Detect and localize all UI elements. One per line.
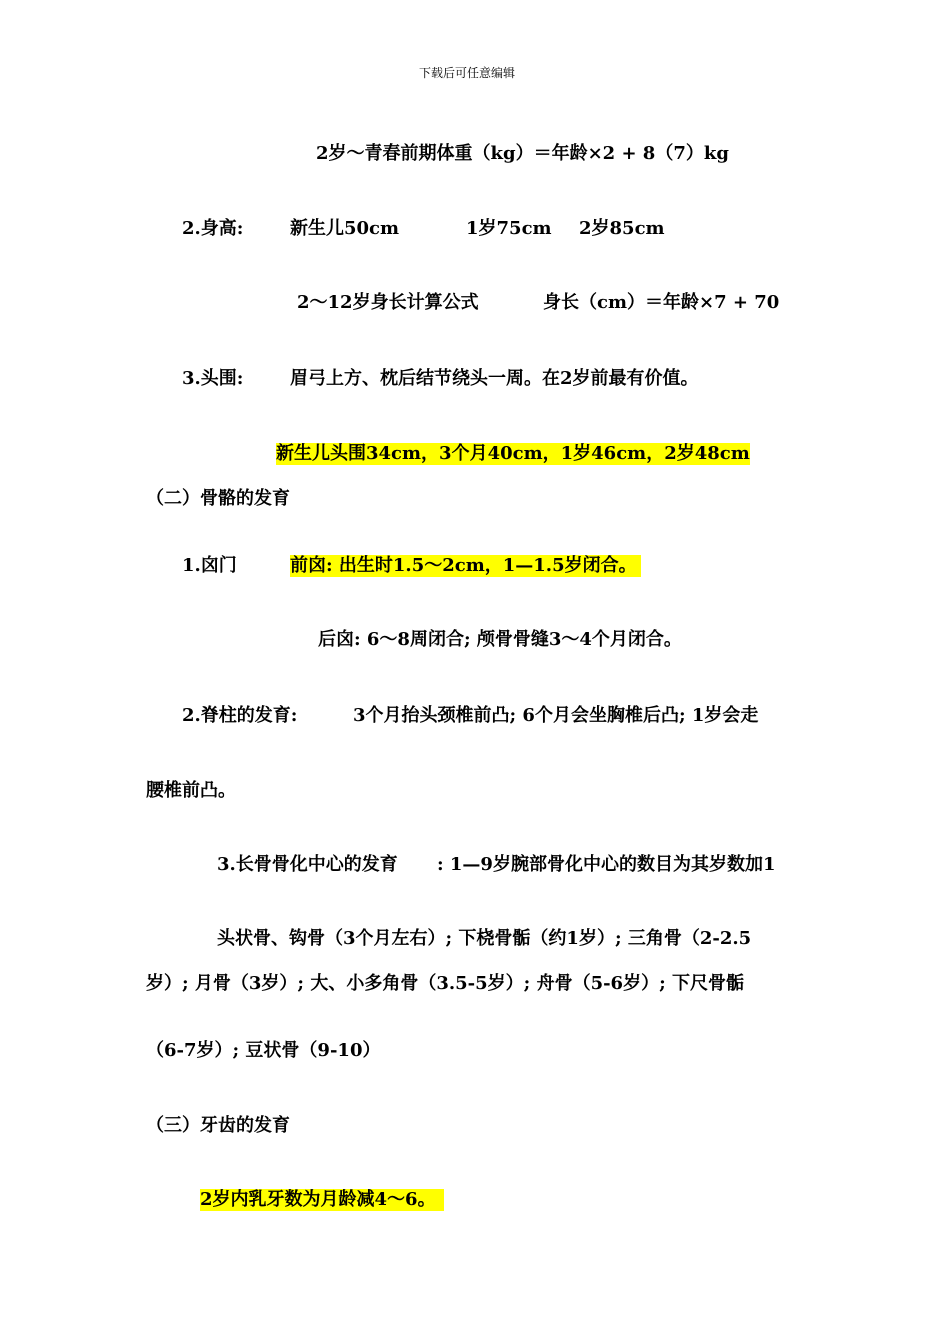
ossification-label: 3.长骨骨化中心的发育: [217, 854, 398, 875]
head-values-highlight: 新生儿头围34cm，3个月40cm，1岁46cm，2岁48cm: [276, 443, 750, 464]
fontanel-front-highlight: 前囟: 出生时1.5～2cm，1—1.5岁闭合。: [290, 555, 641, 577]
weight-formula: 2岁～青春前期体重（kg）＝年龄×2 + 8（7）kg: [316, 143, 729, 164]
head-label: 3.头围:: [182, 368, 244, 389]
spine-label: 2.脊柱的发育:: [182, 705, 298, 726]
spine-description-cont: 腰椎前凸。: [146, 780, 236, 801]
teeth-section-heading: （三）牙齿的发育: [146, 1115, 290, 1136]
spine-description: 3个月抬头颈椎前凸; 6个月会坐胸椎后凸; 1岁会走: [353, 705, 759, 726]
height-newborn: 新生儿50cm: [290, 218, 400, 239]
page-header: 下载后可任意编辑: [419, 66, 516, 80]
ossification-para-line1: 头状骨、钩骨（3个月左右）; 下桡骨骺（约1岁）; 三角骨（2-2.5: [217, 928, 752, 949]
height-formula: 身长（cm）＝年龄×7 + 70: [543, 292, 780, 313]
head-description: 眉弓上方、枕后结节绕头一周。在2岁前最有价值。: [290, 368, 699, 389]
height-2y: 2岁85cm: [579, 218, 665, 239]
fontanel-back: 后囟: 6～8周闭合; 颅骨骨缝3～4个月闭合。: [318, 629, 682, 650]
ossification-para-line2: 岁）; 月骨（3岁）; 大、小多角骨（3.5-5岁）; 舟骨（5-6岁）; 下尺骨骺: [146, 973, 744, 994]
height-1y: 1岁75cm: [466, 218, 552, 239]
height-formula-label: 2～12岁身长计算公式: [297, 292, 479, 313]
height-label: 2.身高:: [182, 218, 244, 239]
ossification-para-line3: （6-7岁）; 豆状骨（9-10）: [146, 1040, 381, 1061]
teeth-rule-highlight: 2岁内乳牙数为月龄减4～6。: [200, 1189, 444, 1211]
bone-section-heading: （二）骨骼的发育: [146, 488, 290, 509]
ossification-rule: : 1—9岁腕部骨化中心的数目为其岁数加1: [437, 854, 776, 875]
fontanel-label: 1.囟门: [182, 555, 237, 576]
